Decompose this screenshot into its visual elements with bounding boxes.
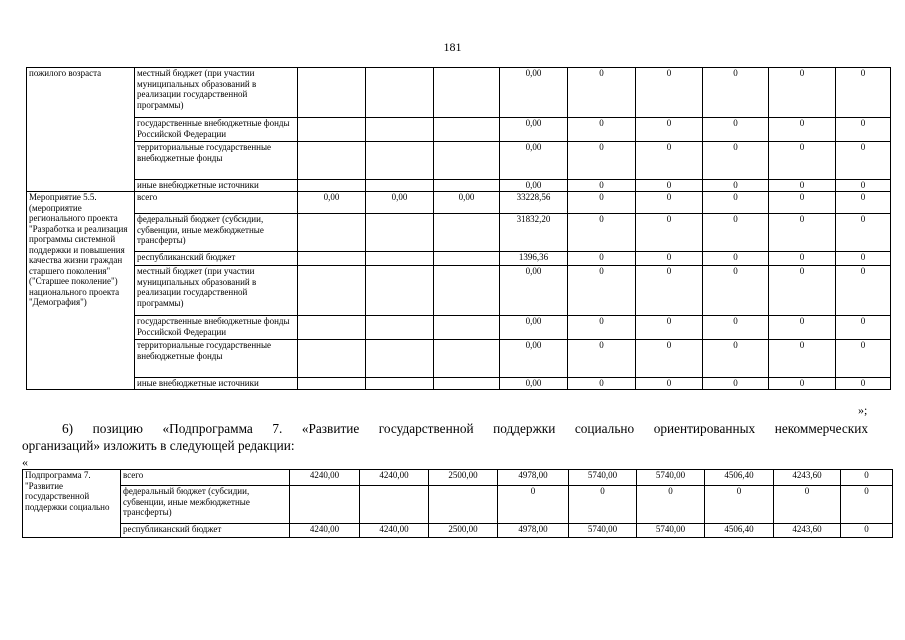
value-cell: 0	[636, 316, 703, 340]
value-cell: 0	[769, 68, 836, 118]
value-cell: 0	[568, 180, 636, 192]
value-cell: 0	[703, 252, 769, 266]
value-cell: 2500,00	[429, 470, 498, 486]
value-cell: 0	[836, 192, 891, 214]
value-cell: 0	[841, 486, 893, 524]
value-cell: 0,00	[366, 192, 434, 214]
subprogram-7-table	[22, 469, 893, 538]
value-cell: 0,00	[500, 118, 568, 142]
funding-source-cell: иные внебюджетные источники	[135, 378, 298, 390]
funding-source-cell: местный бюджет (при участии муниципальных образований в реализации государственной программы)	[135, 266, 298, 316]
value-cell	[366, 266, 434, 316]
value-cell: 0	[836, 340, 891, 378]
funding-source-cell: всего	[121, 470, 290, 486]
value-cell: 0	[836, 180, 891, 192]
value-cell: 0	[568, 214, 636, 252]
table-row	[27, 192, 891, 214]
value-cell: 4978,00	[498, 524, 569, 538]
value-cell	[366, 118, 434, 142]
value-cell: 31832,20	[500, 214, 568, 252]
value-cell: 4243,60	[774, 524, 841, 538]
value-cell: 0	[636, 214, 703, 252]
value-cell: 0	[636, 340, 703, 378]
value-cell: 33228,56	[500, 192, 568, 214]
value-cell	[298, 252, 366, 266]
value-cell: 0	[636, 252, 703, 266]
value-cell: 0	[498, 486, 569, 524]
amendment-paragraph-line2: организаций» изложить в следующей редакции:	[22, 438, 295, 453]
funding-source-cell: федеральный бюджет (субсидии, субвенции, иные межбюджетные трансферты)	[135, 214, 298, 252]
value-cell: 0	[703, 378, 769, 390]
value-cell	[434, 378, 500, 390]
value-cell: 0	[836, 252, 891, 266]
funding-source-cell: местный бюджет (при участии муниципальных образований в реализации государственной программы)	[135, 68, 298, 118]
table-row	[27, 340, 891, 378]
value-cell: 5740,00	[569, 470, 637, 486]
value-cell	[298, 118, 366, 142]
value-cell: 0	[568, 142, 636, 180]
program-name-cell: Мероприятие 5.5. (мероприятие регионального проекта "Разработка и реализация программы системной поддержки и повышения качества жизни граждан старшего поколения" ("Старшее поколение") национального проекта "Демография")	[27, 192, 135, 390]
value-cell	[298, 214, 366, 252]
value-cell: 0	[636, 118, 703, 142]
value-cell: 0	[568, 192, 636, 214]
funding-source-cell: государственные внебюджетные фонды Российской Федерации	[135, 118, 298, 142]
value-cell	[366, 142, 434, 180]
value-cell: 0	[836, 378, 891, 390]
value-cell: 0	[841, 470, 893, 486]
table-row	[27, 378, 891, 390]
value-cell: 0	[703, 316, 769, 340]
table-row	[27, 214, 891, 252]
value-cell: 0	[769, 214, 836, 252]
value-cell: 0	[774, 486, 841, 524]
value-cell: 0	[636, 180, 703, 192]
value-cell: 0,00	[500, 340, 568, 378]
closing-quote: »;	[858, 403, 868, 417]
table-row	[23, 470, 893, 486]
value-cell: 0	[836, 118, 891, 142]
funding-source-cell: республиканский бюджет	[121, 524, 290, 538]
value-cell: 0	[769, 142, 836, 180]
value-cell: 0	[836, 266, 891, 316]
table-row	[27, 266, 891, 316]
value-cell: 0	[703, 192, 769, 214]
value-cell	[298, 378, 366, 390]
value-cell: 0	[836, 316, 891, 340]
value-cell: 0	[636, 68, 703, 118]
value-cell: 0	[703, 142, 769, 180]
funding-source-cell: территориальные государственные внебюджетные фонды	[135, 142, 298, 180]
value-cell	[434, 340, 500, 378]
value-cell	[360, 486, 429, 524]
value-cell	[290, 486, 360, 524]
value-cell	[434, 142, 500, 180]
value-cell: 5740,00	[637, 524, 705, 538]
program-name-cell: Подпрограмма 7. "Развитие государственной поддержки социально	[23, 470, 121, 538]
value-cell: 0,00	[500, 378, 568, 390]
value-cell: 0	[769, 378, 836, 390]
value-cell: 0	[703, 266, 769, 316]
value-cell: 0	[637, 486, 705, 524]
value-cell: 5740,00	[569, 524, 637, 538]
table-row	[23, 486, 893, 524]
value-cell: 0	[568, 252, 636, 266]
value-cell	[298, 68, 366, 118]
value-cell	[298, 340, 366, 378]
value-cell: 4240,00	[360, 524, 429, 538]
value-cell	[434, 180, 500, 192]
value-cell: 0	[636, 142, 703, 180]
value-cell: 4506,40	[705, 524, 774, 538]
table-row	[23, 524, 893, 538]
value-cell	[298, 266, 366, 316]
value-cell	[298, 316, 366, 340]
value-cell: 0	[836, 142, 891, 180]
value-cell: 0	[703, 214, 769, 252]
value-cell: 1396,36	[500, 252, 568, 266]
value-cell: 0	[568, 340, 636, 378]
value-cell: 0	[841, 524, 893, 538]
value-cell	[429, 486, 498, 524]
value-cell: 0	[569, 486, 637, 524]
value-cell: 0	[636, 378, 703, 390]
value-cell: 4240,00	[290, 470, 360, 486]
value-cell: 0	[568, 118, 636, 142]
value-cell: 4240,00	[360, 470, 429, 486]
value-cell: 0	[769, 252, 836, 266]
value-cell	[366, 378, 434, 390]
value-cell: 0	[836, 214, 891, 252]
value-cell: 0	[568, 378, 636, 390]
table-row	[27, 180, 891, 192]
funding-source-cell: федеральный бюджет (субсидии, субвенции, иные межбюджетные трансферты)	[121, 486, 290, 524]
value-cell: 0	[769, 340, 836, 378]
funding-source-cell: республиканский бюджет	[135, 252, 298, 266]
table-row	[27, 118, 891, 142]
value-cell: 2500,00	[429, 524, 498, 538]
funding-source-cell: государственные внебюджетные фонды Российской Федерации	[135, 316, 298, 340]
value-cell: 0	[836, 68, 891, 118]
value-cell	[434, 214, 500, 252]
value-cell	[366, 180, 434, 192]
value-cell: 0	[636, 266, 703, 316]
value-cell: 4506,40	[705, 470, 774, 486]
table-row	[27, 142, 891, 180]
value-cell: 0	[568, 68, 636, 118]
value-cell: 0	[568, 316, 636, 340]
value-cell	[366, 316, 434, 340]
value-cell: 4243,60	[774, 470, 841, 486]
value-cell: 0,00	[434, 192, 500, 214]
funding-source-cell: территориальные государственные внебюджетные фонды	[135, 340, 298, 378]
value-cell: 0	[769, 192, 836, 214]
value-cell: 0,00	[500, 142, 568, 180]
value-cell: 0	[703, 68, 769, 118]
value-cell: 4240,00	[290, 524, 360, 538]
value-cell: 0,00	[500, 180, 568, 192]
program-name-cell: пожилого возраста	[27, 68, 135, 192]
funding-source-cell: иные внебюджетные источники	[135, 180, 298, 192]
funding-source-cell: всего	[135, 192, 298, 214]
value-cell	[434, 316, 500, 340]
value-cell: 0	[636, 192, 703, 214]
value-cell	[434, 252, 500, 266]
value-cell	[298, 142, 366, 180]
value-cell: 0,00	[500, 266, 568, 316]
value-cell	[298, 180, 366, 192]
value-cell: 0	[703, 118, 769, 142]
value-cell	[366, 340, 434, 378]
value-cell: 0	[769, 316, 836, 340]
value-cell: 4978,00	[498, 470, 569, 486]
value-cell	[434, 266, 500, 316]
page-number: 181	[443, 40, 462, 54]
value-cell: 0,00	[298, 192, 366, 214]
value-cell: 0	[568, 266, 636, 316]
value-cell: 0	[703, 340, 769, 378]
budget-table-continued	[26, 67, 891, 390]
table-row	[27, 252, 891, 266]
value-cell: 0	[769, 266, 836, 316]
amendment-paragraph-line1: 6) позицию «Подпрограмма 7. «Развитие государственной поддержки социально ориентированных некоммерческих	[62, 421, 868, 436]
value-cell: 0	[703, 180, 769, 192]
table-row	[27, 68, 891, 118]
value-cell: 0	[705, 486, 774, 524]
value-cell	[366, 68, 434, 118]
value-cell: 0,00	[500, 68, 568, 118]
table-row	[27, 316, 891, 340]
value-cell: 0	[769, 180, 836, 192]
value-cell	[366, 252, 434, 266]
value-cell	[434, 118, 500, 142]
value-cell	[434, 68, 500, 118]
value-cell: 5740,00	[637, 470, 705, 486]
opening-quote: «	[22, 455, 28, 469]
value-cell: 0,00	[500, 316, 568, 340]
value-cell	[366, 214, 434, 252]
value-cell: 0	[769, 118, 836, 142]
